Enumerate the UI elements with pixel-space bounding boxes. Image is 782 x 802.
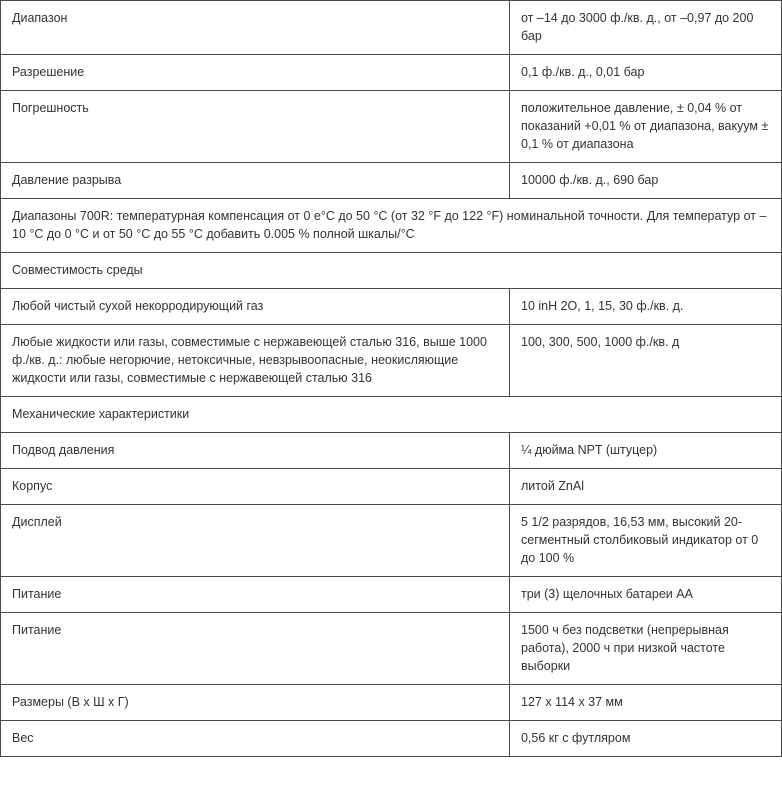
- spec-label: Питание: [1, 613, 510, 685]
- spec-value: 0,56 кг с футляром: [510, 721, 782, 757]
- spec-label: Корпус: [1, 469, 510, 505]
- table-row: [1, 55, 782, 91]
- spec-value: ¼ дюйма NPT (штуцер): [510, 433, 782, 469]
- spec-value: 127 x 114 x 37 мм: [510, 685, 782, 721]
- spec-label: Подвод давления: [1, 433, 510, 469]
- spec-label: Питание: [1, 577, 510, 613]
- spec-value: от –14 до 3000 ф./кв. д., от –0,97 до 200 бар: [510, 1, 782, 55]
- table-row: [1, 505, 782, 577]
- spec-label: Погрешность: [1, 91, 510, 163]
- spec-value: положительное давление, ± 0,04 % от показаний +0,01 % от диапазона, вакуум ± 0,1 % от диапазона: [510, 91, 782, 163]
- spec-label: Диапазон: [1, 1, 510, 55]
- table-row: [1, 289, 782, 325]
- table-row: [1, 91, 782, 163]
- spec-value: 100, 300, 500, 1000 ф./кв. д: [510, 325, 782, 397]
- table-row: [1, 325, 782, 397]
- spec-value: 5 1/2 разрядов, 16,53 мм, высокий 20-сегментный столбиковый индикатор от 0 до 100 %: [510, 505, 782, 577]
- table-row: [1, 685, 782, 721]
- section-header-media-compatibility: Совместимость среды: [1, 253, 782, 289]
- table-row: [1, 469, 782, 505]
- spec-value: 10000 ф./кв. д., 690 бар: [510, 163, 782, 199]
- spec-label: Вес: [1, 721, 510, 757]
- table-row: [1, 577, 782, 613]
- spec-label: Давление разрыва: [1, 163, 510, 199]
- spec-label: Размеры (В x Ш x Г): [1, 685, 510, 721]
- spec-label: Любые жидкости или газы, совместимые с нержавеющей сталью 316, выше 1000 ф./кв. д.: любые негорючие, нетоксичные, невзрывоопасные, неокисляющие жидкости или газы, совместимые с нержавеющей сталью 316: [1, 325, 510, 397]
- spec-value: три (3) щелочных батареи АА: [510, 577, 782, 613]
- spec-value: 1500 ч без подсветки (непрерывная работа), 2000 ч при низкой частоте выборки: [510, 613, 782, 685]
- table-row: [1, 163, 782, 199]
- table-row: [1, 613, 782, 685]
- spec-label: Разрешение: [1, 55, 510, 91]
- spec-label: Дисплей: [1, 505, 510, 577]
- table-row: [1, 433, 782, 469]
- table-row: [1, 721, 782, 757]
- spec-label: Любой чистый сухой некорродирующий газ: [1, 289, 510, 325]
- spec-value: 0,1 ф./кв. д., 0,01 бар: [510, 55, 782, 91]
- table-row: [1, 1, 782, 55]
- spec-value: литой ZnAl: [510, 469, 782, 505]
- table-row: [1, 199, 782, 253]
- section-header-row: [1, 397, 782, 433]
- temperature-note: Диапазоны 700R: температурная компенсация от 0 e°C до 50 °C (от 32 °F до 122 °F) номинальной точности. Для температур от –10 °C до 0 °C и от 50 °C до 55 °C добавить 0.005 % полной шкалы/°C: [1, 199, 782, 253]
- section-header-mechanical: Механические характеристики: [1, 397, 782, 433]
- spec-value: 10 inH 2O, 1, 15, 30 ф./кв. д.: [510, 289, 782, 325]
- section-header-row: [1, 253, 782, 289]
